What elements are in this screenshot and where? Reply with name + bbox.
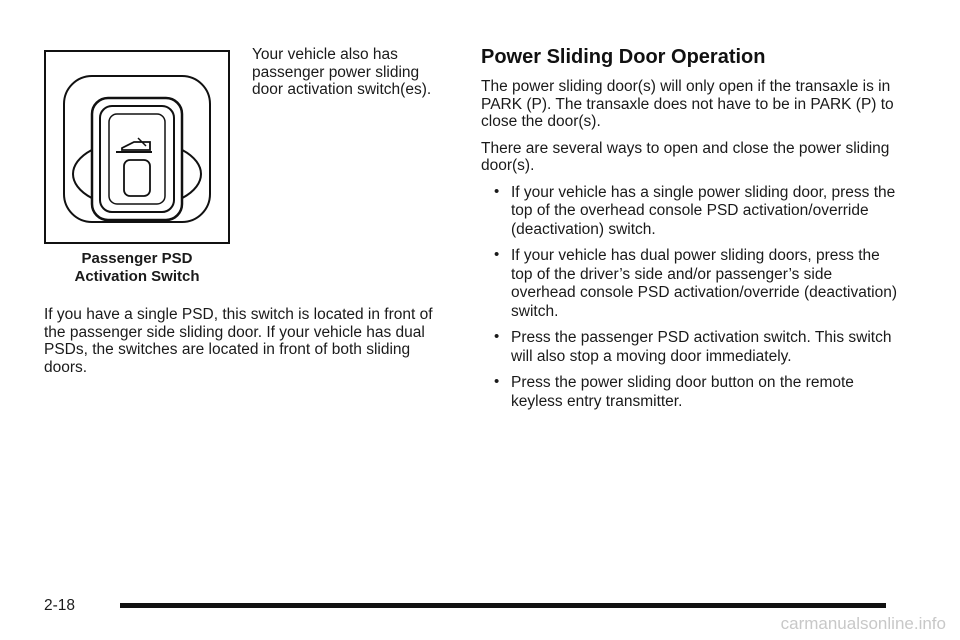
footer-rule (120, 603, 886, 608)
list-item (481, 329, 901, 366)
list-item (481, 184, 901, 240)
list-item-text: If your vehicle has dual power sliding doors, press the top of the driver’s side and/or passenger’s side overhead console PSD activation/override (deactivation) switch. (511, 247, 897, 320)
right-column (481, 44, 901, 419)
left-paragraph: If you have a single PSD, this switch is located in front of the passenger side sliding door. If your vehicle has dual PSDs, the switches are located in front of both sliding doors. (44, 306, 433, 376)
list-item (481, 374, 901, 411)
list-item-text: Press the power sliding door button on the remote keyless entry transmitter. (511, 374, 854, 410)
psd-switch-illustration (46, 52, 228, 242)
list-item (481, 247, 901, 321)
list-item-text: Press the passenger PSD activation switch. This switch will also stop a moving door immediately. (511, 329, 892, 365)
caption-line-2: Activation Switch (74, 268, 200, 285)
list-item-text: If your vehicle has a single power sliding door, press the top of the overhead console PSD activation/override (deactivation) switch. (511, 183, 896, 238)
side-text: Your vehicle also has passenger power sliding door activation switch(es). (252, 46, 432, 98)
bullet-icon: • (494, 328, 500, 345)
section-heading: Power Sliding Door Operation (481, 46, 766, 68)
page-number: 2-18 (44, 597, 76, 614)
bullet-icon: • (494, 246, 500, 263)
section-paragraph-1: The power sliding door(s) will only open if the transaxle is in PARK (P). The transaxle does not have to be in PARK (P) to close the door(s). (481, 78, 894, 130)
caption-line-1: Passenger PSD (81, 250, 193, 267)
section-paragraph-2: There are several ways to open and close the power sliding door(s). (481, 139, 890, 174)
bullet-icon: • (494, 182, 500, 200)
figure-caption (44, 250, 230, 286)
bullet-icon: • (494, 373, 500, 390)
bullet-list (481, 184, 901, 412)
psd-switch-figure (44, 50, 230, 244)
watermark: carmanualsonline.info (780, 614, 946, 633)
